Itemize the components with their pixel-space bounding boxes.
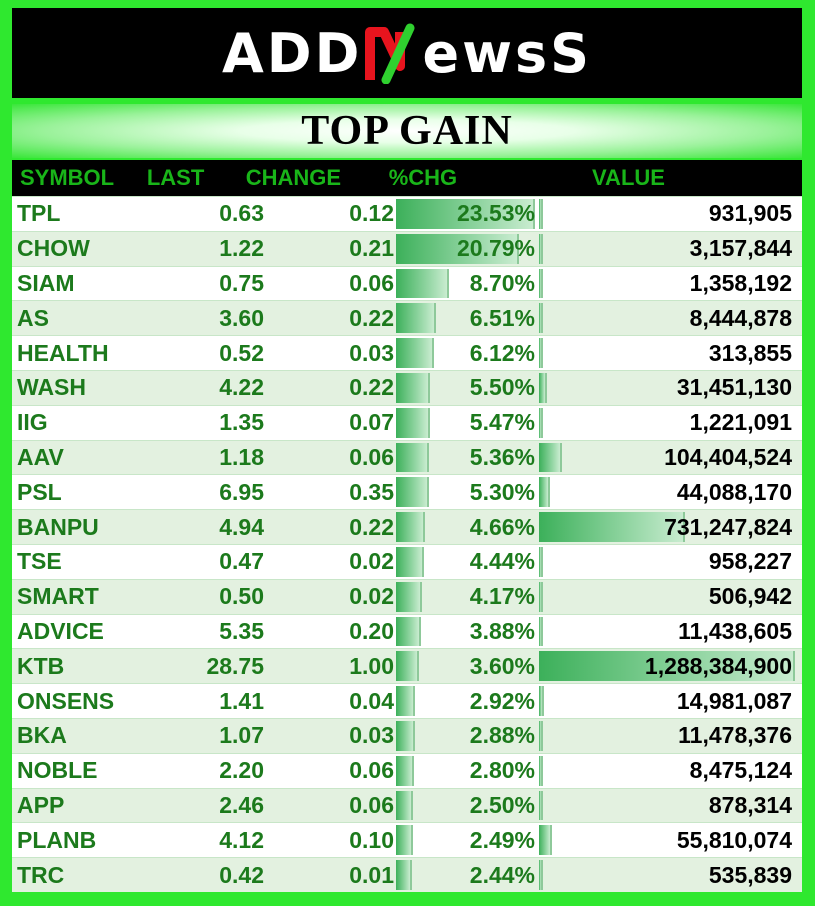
symbol-cell xyxy=(12,301,162,335)
table-row xyxy=(12,857,802,892)
pct-change-cell xyxy=(394,510,537,544)
change-cell-text: 1.00 xyxy=(349,652,394,679)
brand-logo xyxy=(222,22,592,85)
header-last: LAST xyxy=(146,165,205,190)
pct-change-cell-text: 5.50% xyxy=(469,374,535,401)
last-cell-text: 5.35 xyxy=(219,617,264,644)
symbol-cell xyxy=(12,858,162,892)
last-cell-text: 4.94 xyxy=(219,513,264,540)
last-cell xyxy=(162,789,264,823)
value-cell-text: 44,088,170 xyxy=(676,478,792,505)
symbol-cell xyxy=(12,406,162,440)
last-cell xyxy=(162,475,264,509)
last-cell-text: 4.12 xyxy=(219,826,264,853)
pct-change-cell-text: 2.88% xyxy=(469,722,535,749)
value-cell-text: 1,221,091 xyxy=(689,409,792,436)
value-cell-text: 8,475,124 xyxy=(689,757,792,784)
symbol-cell xyxy=(12,336,162,370)
value-cell-bar xyxy=(539,443,562,473)
pct-change-cell xyxy=(394,719,537,753)
value-cell-text: 14,981,087 xyxy=(676,687,792,714)
last-cell-text: 0.50 xyxy=(219,583,264,610)
table-row xyxy=(12,753,802,788)
pct-change-cell-bar xyxy=(396,582,422,612)
pct-change-cell-text: 6.12% xyxy=(469,339,535,366)
change-cell-text: 0.06 xyxy=(349,757,394,784)
last-cell xyxy=(162,684,264,718)
last-cell-text: 1.41 xyxy=(219,687,264,714)
last-cell xyxy=(162,406,264,440)
value-cell-text: 104,404,524 xyxy=(664,443,792,470)
pct-change-cell xyxy=(394,475,537,509)
pct-change-cell-text: 2.49% xyxy=(469,826,535,853)
last-cell xyxy=(162,580,264,614)
value-cell xyxy=(537,754,802,788)
last-cell-text: 4.22 xyxy=(219,374,264,401)
symbol-cell-text: AAV xyxy=(17,443,64,470)
value-cell-bar xyxy=(539,373,547,403)
symbol-cell xyxy=(12,754,162,788)
value-cell xyxy=(537,858,802,892)
table-row xyxy=(12,718,802,753)
last-cell-text: 1.35 xyxy=(219,409,264,436)
change-cell xyxy=(264,719,394,753)
pct-change-cell xyxy=(394,789,537,823)
change-cell xyxy=(264,789,394,823)
last-cell xyxy=(162,336,264,370)
change-cell xyxy=(264,406,394,440)
last-cell xyxy=(162,649,264,683)
value-cell-bar xyxy=(539,269,543,299)
symbol-cell-text: APP xyxy=(17,791,65,818)
symbol-cell-text: TPL xyxy=(17,200,61,227)
symbol-cell xyxy=(12,232,162,266)
value-cell xyxy=(537,615,802,649)
value-cell-text: 958,227 xyxy=(708,548,792,575)
last-cell xyxy=(162,545,264,579)
symbol-cell xyxy=(12,371,162,405)
symbol-cell-text: CHOW xyxy=(17,235,90,262)
symbol-cell-text: TSE xyxy=(17,548,62,575)
value-cell-bar xyxy=(539,617,543,647)
pct-change-cell xyxy=(394,858,537,892)
value-cell xyxy=(537,823,802,857)
pct-change-cell xyxy=(394,336,537,370)
symbol-cell xyxy=(12,441,162,475)
change-cell xyxy=(264,858,394,892)
pct-change-cell-bar xyxy=(396,617,421,647)
pct-change-cell-bar xyxy=(396,373,430,403)
table-row xyxy=(12,370,802,405)
table-row xyxy=(12,300,802,335)
value-cell-text: 31,451,130 xyxy=(676,374,792,401)
header-value: VALUE xyxy=(592,165,665,190)
table-row xyxy=(12,474,802,509)
change-cell xyxy=(264,301,394,335)
symbol-cell-text: ADVICE xyxy=(17,617,104,644)
n-logo-icon xyxy=(364,22,420,84)
pct-change-cell-bar xyxy=(396,686,415,716)
pct-change-cell xyxy=(394,823,537,857)
value-cell xyxy=(537,475,802,509)
pct-change-cell-text: 4.66% xyxy=(469,513,535,540)
table-row xyxy=(12,788,802,823)
last-cell-text: 3.60 xyxy=(219,304,264,331)
value-cell-bar xyxy=(539,547,543,577)
change-cell xyxy=(264,197,394,231)
value-cell-text: 8,444,878 xyxy=(689,304,792,331)
header-pct-change: %CHG xyxy=(388,165,458,190)
value-cell xyxy=(537,336,802,370)
value-cell-text: 11,438,605 xyxy=(678,617,792,644)
change-cell-text: 0.21 xyxy=(349,235,394,262)
pct-change-cell xyxy=(394,684,537,718)
pct-change-cell-text: 2.92% xyxy=(469,687,535,714)
pct-change-cell-bar xyxy=(396,477,429,507)
last-cell-text: 28.75 xyxy=(206,652,264,679)
symbol-cell xyxy=(12,580,162,614)
change-cell xyxy=(264,267,394,301)
change-cell xyxy=(264,545,394,579)
change-cell-text: 0.04 xyxy=(349,687,394,714)
change-cell-text: 0.02 xyxy=(349,548,394,575)
pct-change-cell xyxy=(394,197,537,231)
last-cell-text: 0.47 xyxy=(219,548,264,575)
pct-change-cell xyxy=(394,615,537,649)
value-cell-bar xyxy=(539,303,543,333)
last-cell xyxy=(162,510,264,544)
pct-change-cell xyxy=(394,649,537,683)
last-cell xyxy=(162,267,264,301)
last-cell xyxy=(162,719,264,753)
pct-change-cell-text: 2.50% xyxy=(469,791,535,818)
value-cell xyxy=(537,580,802,614)
value-cell xyxy=(537,301,802,335)
symbol-cell-text: AS xyxy=(17,304,49,331)
change-cell-text: 0.06 xyxy=(349,443,394,470)
pct-change-cell-bar xyxy=(396,825,413,855)
symbol-cell-text: SMART xyxy=(17,583,99,610)
pct-change-cell-text: 6.51% xyxy=(469,304,535,331)
value-cell-text: 878,314 xyxy=(708,791,792,818)
pct-change-cell-text: 5.36% xyxy=(469,443,535,470)
change-cell xyxy=(264,823,394,857)
symbol-cell xyxy=(12,197,162,231)
symbol-cell xyxy=(12,475,162,509)
last-cell xyxy=(162,858,264,892)
value-cell xyxy=(537,719,802,753)
value-cell xyxy=(537,510,802,544)
change-cell xyxy=(264,684,394,718)
last-cell xyxy=(162,823,264,857)
last-cell xyxy=(162,232,264,266)
pct-change-cell-text: 2.80% xyxy=(469,757,535,784)
pct-change-cell-bar xyxy=(396,860,412,890)
pct-change-cell-text: 23.53% xyxy=(456,200,535,227)
pct-change-cell-text: 4.17% xyxy=(469,583,535,610)
symbol-cell-text: NOBLE xyxy=(17,757,98,784)
value-cell-text: 1,288,384,900 xyxy=(644,652,792,679)
pct-change-cell xyxy=(394,441,537,475)
value-cell-bar xyxy=(539,791,543,821)
value-cell-text: 535,839 xyxy=(708,861,792,888)
pct-change-cell-bar xyxy=(396,721,415,751)
table-row xyxy=(12,440,802,475)
change-cell xyxy=(264,336,394,370)
pct-change-cell-text: 8.70% xyxy=(469,269,535,296)
value-cell-text: 731,247,824 xyxy=(664,513,792,540)
change-cell-text: 0.06 xyxy=(349,269,394,296)
pct-change-cell-text: 3.88% xyxy=(469,617,535,644)
table-row xyxy=(12,648,802,683)
pct-change-cell-bar xyxy=(396,443,429,473)
last-cell-text: 0.42 xyxy=(219,861,264,888)
symbol-cell-text: ONSENS xyxy=(17,687,115,714)
symbol-cell xyxy=(12,510,162,544)
symbol-cell xyxy=(12,789,162,823)
change-cell xyxy=(264,754,394,788)
symbol-cell-text: PSL xyxy=(17,478,62,505)
pct-change-cell xyxy=(394,545,537,579)
change-cell xyxy=(264,615,394,649)
pct-change-cell xyxy=(394,267,537,301)
table-row xyxy=(12,544,802,579)
symbol-cell xyxy=(12,545,162,579)
pct-change-cell-bar xyxy=(396,791,413,821)
header-symbol: SYMBOL xyxy=(20,165,115,190)
pct-change-cell-bar xyxy=(396,547,424,577)
value-cell-text: 506,942 xyxy=(708,583,792,610)
pct-change-cell xyxy=(394,301,537,335)
last-cell-text: 2.46 xyxy=(219,791,264,818)
change-cell-text: 0.07 xyxy=(349,409,394,436)
pct-change-cell xyxy=(394,371,537,405)
change-cell xyxy=(264,232,394,266)
change-cell xyxy=(264,475,394,509)
symbol-cell-text: KTB xyxy=(17,652,65,679)
value-cell-bar xyxy=(539,199,543,229)
table-row xyxy=(12,614,802,649)
value-cell-text: 931,905 xyxy=(708,200,792,227)
last-cell xyxy=(162,371,264,405)
table-row xyxy=(12,405,802,440)
pct-change-cell-bar xyxy=(396,269,449,299)
page-title: TOP GAIN xyxy=(301,108,513,154)
symbol-cell-text: BKA xyxy=(17,722,67,749)
value-cell xyxy=(537,406,802,440)
symbol-cell xyxy=(12,615,162,649)
last-cell xyxy=(162,754,264,788)
change-cell xyxy=(264,510,394,544)
symbol-cell-text: HEALTH xyxy=(17,339,109,366)
value-cell-bar xyxy=(539,860,543,890)
symbol-cell-text: WASH xyxy=(17,374,86,401)
change-cell-text: 0.22 xyxy=(349,374,394,401)
change-cell xyxy=(264,580,394,614)
top-gain-table xyxy=(12,160,802,892)
title-bar xyxy=(12,104,802,158)
value-cell-bar xyxy=(539,721,543,751)
pct-change-cell-bar xyxy=(396,338,434,368)
value-cell xyxy=(537,441,802,475)
value-cell xyxy=(537,789,802,823)
pct-change-cell-text: 5.47% xyxy=(469,409,535,436)
change-cell-text: 0.01 xyxy=(349,861,394,888)
pct-change-cell-text: 5.30% xyxy=(469,478,535,505)
value-cell-text: 11,478,376 xyxy=(678,722,792,749)
header-change: CHANGE xyxy=(245,165,342,190)
change-cell-text: 0.22 xyxy=(349,513,394,540)
pct-change-cell-bar xyxy=(396,651,419,681)
change-cell-text: 0.35 xyxy=(349,478,394,505)
value-cell-text: 313,855 xyxy=(708,339,792,366)
last-cell-text: 2.20 xyxy=(219,757,264,784)
change-cell-text: 0.06 xyxy=(349,791,394,818)
pct-change-cell-text: 2.44% xyxy=(469,861,535,888)
last-cell xyxy=(162,197,264,231)
symbol-cell xyxy=(12,719,162,753)
table-row xyxy=(12,579,802,614)
logo-text-before: ADD xyxy=(222,21,363,85)
last-cell-text: 1.22 xyxy=(219,235,264,262)
pct-change-cell xyxy=(394,232,537,266)
symbol-cell xyxy=(12,684,162,718)
value-cell-text: 3,157,844 xyxy=(689,235,792,262)
symbol-cell xyxy=(12,649,162,683)
change-cell-text: 0.02 xyxy=(349,583,394,610)
table-row xyxy=(12,822,802,857)
value-cell xyxy=(537,684,802,718)
value-cell xyxy=(537,232,802,266)
value-cell xyxy=(537,197,802,231)
pct-change-cell xyxy=(394,406,537,440)
last-cell xyxy=(162,301,264,335)
logo-text-after: ewsS xyxy=(422,21,592,85)
pct-change-cell-bar xyxy=(396,408,430,438)
value-cell xyxy=(537,267,802,301)
change-cell xyxy=(264,649,394,683)
change-cell xyxy=(264,441,394,475)
pct-change-cell xyxy=(394,580,537,614)
value-cell-bar xyxy=(539,408,543,438)
last-cell-text: 1.18 xyxy=(219,443,264,470)
change-cell-text: 0.10 xyxy=(349,826,394,853)
brand-header xyxy=(12,8,802,98)
table-body xyxy=(12,196,802,892)
value-cell-bar xyxy=(539,234,543,264)
pct-change-cell-bar xyxy=(396,512,425,542)
table-row xyxy=(12,335,802,370)
value-cell-text: 1,358,192 xyxy=(689,269,792,296)
table-row xyxy=(12,266,802,301)
change-cell xyxy=(264,371,394,405)
last-cell-text: 0.75 xyxy=(219,269,264,296)
change-cell-text: 0.03 xyxy=(349,339,394,366)
value-cell-bar xyxy=(539,338,543,368)
pct-change-cell xyxy=(394,754,537,788)
value-cell-bar xyxy=(539,825,552,855)
last-cell-text: 1.07 xyxy=(219,722,264,749)
pct-change-cell-bar xyxy=(396,303,436,333)
last-cell-text: 0.63 xyxy=(219,200,264,227)
value-cell-bar xyxy=(539,756,543,786)
pct-change-cell-text: 3.60% xyxy=(469,652,535,679)
symbol-cell-text: SIAM xyxy=(17,269,75,296)
table-row xyxy=(12,231,802,266)
value-cell-bar xyxy=(539,582,543,612)
table-row xyxy=(12,509,802,544)
change-cell-text: 0.12 xyxy=(349,200,394,227)
value-cell xyxy=(537,545,802,579)
pct-change-cell-bar xyxy=(396,756,414,786)
pct-change-cell-text: 20.79% xyxy=(456,235,535,262)
value-cell-text: 55,810,074 xyxy=(676,826,792,853)
symbol-cell-text: IIG xyxy=(17,409,48,436)
change-cell-text: 0.20 xyxy=(349,617,394,644)
change-cell-text: 0.03 xyxy=(349,722,394,749)
symbol-cell xyxy=(12,267,162,301)
symbol-cell xyxy=(12,823,162,857)
value-cell-bar xyxy=(539,686,544,716)
pct-change-cell-text: 4.44% xyxy=(469,548,535,575)
value-cell xyxy=(537,371,802,405)
value-cell-bar xyxy=(539,477,550,507)
value-cell xyxy=(537,649,802,683)
table-row xyxy=(12,683,802,718)
last-cell-text: 0.52 xyxy=(219,339,264,366)
last-cell xyxy=(162,441,264,475)
last-cell xyxy=(162,615,264,649)
symbol-cell-text: PLANB xyxy=(17,826,97,853)
last-cell-text: 6.95 xyxy=(219,478,264,505)
table-header xyxy=(12,160,802,196)
table-row xyxy=(12,196,802,231)
symbol-cell-text: BANPU xyxy=(17,513,99,540)
symbol-cell-text: TRC xyxy=(17,861,65,888)
change-cell-text: 0.22 xyxy=(349,304,394,331)
